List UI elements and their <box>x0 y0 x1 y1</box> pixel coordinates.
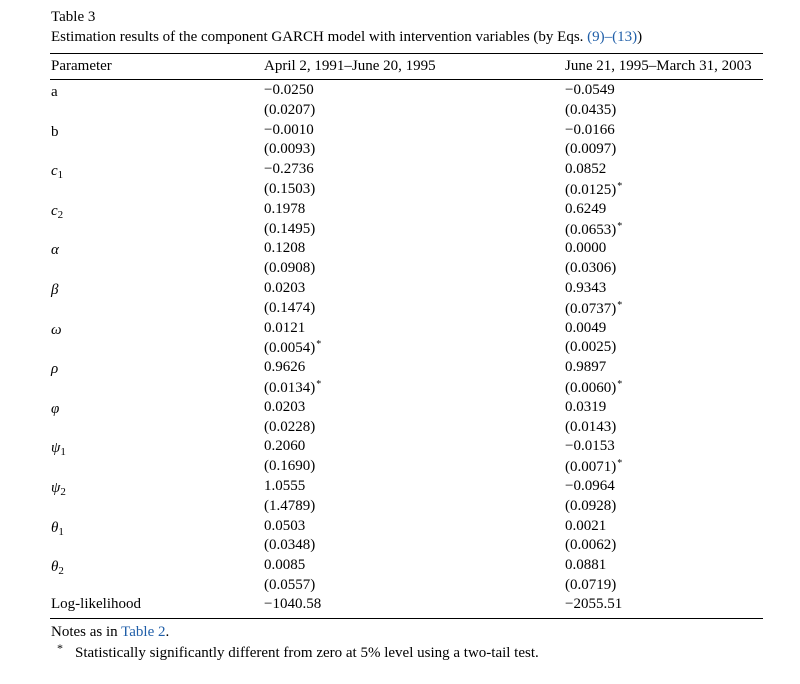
std-error-period-1: (0.0557) <box>264 577 316 593</box>
loglik-label: Log-likelihood <box>51 596 141 612</box>
caption-suffix: ) <box>637 29 643 45</box>
equation-reference-link[interactable]: (9)–(13) <box>587 29 638 45</box>
std-error-period-2: (0.0737)* <box>565 299 623 317</box>
table-label: Table 3 <box>51 9 96 25</box>
table-2-reference-link[interactable]: Table 2 <box>121 624 166 640</box>
parameter-name: b <box>51 123 59 140</box>
column-header-parameter: Parameter <box>51 58 112 74</box>
std-error-period-2: (0.0062) <box>565 537 617 554</box>
std-error-period-2: (0.0719) <box>565 577 617 593</box>
estimate-period-2: 0.9897 <box>565 359 607 376</box>
std-error-period-1: (0.0228) <box>264 418 316 435</box>
std-error-period-1: (0.0054)* <box>264 339 322 357</box>
estimate-period-1: −0.2736 <box>264 161 314 178</box>
parameter-name: β <box>51 282 59 298</box>
estimate-period-2: 0.9343 <box>565 280 607 296</box>
parameter-name: φ <box>51 400 60 417</box>
significance-star: * <box>617 299 623 311</box>
std-error-period-2: (0.0928) <box>565 497 617 514</box>
estimate-period-2: 0.0049 <box>565 319 607 336</box>
std-error-period-2: (0.0143) <box>565 418 617 435</box>
std-error-period-2: (0.0071)* <box>565 458 623 476</box>
significance-star: * <box>617 181 623 192</box>
loglik-value-period-1: −1040.58 <box>264 596 322 612</box>
estimate-period-1: 0.0203 <box>264 398 306 415</box>
std-error-period-2: (0.0306) <box>565 260 617 277</box>
estimate-period-1: 0.2060 <box>264 438 306 455</box>
estimate-period-2: −0.0549 <box>565 82 615 98</box>
table-notes <box>51 624 169 641</box>
estimate-period-2: −0.0964 <box>565 478 615 494</box>
std-error-period-2: (0.0097) <box>565 141 617 158</box>
significance-star: * <box>617 220 623 232</box>
estimate-period-1: 0.0121 <box>264 319 306 336</box>
estimate-period-1: 0.0203 <box>264 280 306 296</box>
estimate-period-2: 0.0319 <box>565 398 607 415</box>
notes-suffix: . <box>165 624 170 640</box>
std-error-period-2: (0.0653)* <box>565 220 623 238</box>
std-error-period-2: (0.0435) <box>565 101 617 118</box>
estimate-period-2: 0.0852 <box>565 161 607 178</box>
estimate-period-2: −0.0153 <box>565 438 615 455</box>
parameter-name: $c_2$ <box>51 202 64 221</box>
significance-star: * <box>316 379 322 390</box>
estimate-period-1: −0.0010 <box>264 121 314 138</box>
parameter-name: α <box>51 242 59 259</box>
column-header-period-2: June 21, 1995–March 31, 2003 <box>565 58 752 74</box>
std-error-period-1: (0.0093) <box>264 141 316 158</box>
estimate-period-1: −0.0250 <box>264 82 314 98</box>
std-error-period-1: (0.1474) <box>264 299 316 316</box>
bottom-rule <box>50 618 763 619</box>
column-header-period-1: April 2, 1991–June 20, 1995 <box>264 58 436 74</box>
estimate-period-1: 0.9626 <box>264 359 306 376</box>
std-error-period-2: (0.0125)* <box>565 181 623 198</box>
std-error-period-2: (0.0025) <box>565 339 617 356</box>
parameter-name: ρ <box>51 361 59 378</box>
caption-prefix: Estimation results of the component GARCH model with intervention variables (by Eqs. <box>51 29 584 45</box>
std-error-period-1: (0.0207) <box>264 101 316 118</box>
parameter-name: $\psi_2$ <box>51 480 66 498</box>
significance-star: * <box>617 379 623 390</box>
significance-star: * <box>316 339 322 351</box>
estimate-period-2: 0.0021 <box>565 517 607 534</box>
std-error-period-1: (0.0908) <box>264 260 316 277</box>
std-error-period-1: (0.1690) <box>264 458 316 475</box>
estimate-period-2: 0.0881 <box>565 557 607 574</box>
std-error-period-1: (0.1503) <box>264 181 316 197</box>
std-error-period-1: (1.4789) <box>264 497 316 514</box>
estimate-period-1: 1.0555 <box>264 478 306 494</box>
estimate-period-1: 0.0085 <box>264 557 306 574</box>
estimate-period-1: 0.0503 <box>264 517 306 534</box>
estimate-period-2: 0.6249 <box>565 200 607 217</box>
parameter-name: $c_1$ <box>51 163 64 182</box>
notes-prefix: Notes as in <box>51 624 118 640</box>
estimate-period-1: 0.1208 <box>264 240 306 257</box>
footnote-star: * <box>57 641 63 655</box>
parameter-name: $\theta_2$ <box>51 559 64 578</box>
parameter-name: a <box>51 84 58 100</box>
estimate-period-1: 0.1978 <box>264 200 306 217</box>
footnote-text: Statistically significantly different from zero at 5% level using a two-tail test. <box>75 645 539 661</box>
table-caption <box>51 29 642 46</box>
std-error-period-2: (0.0060)* <box>565 379 623 396</box>
top-rule <box>50 53 763 54</box>
parameter-name: $\theta_1$ <box>51 519 64 538</box>
header-rule <box>50 79 763 80</box>
parameter-name: ω <box>51 321 62 338</box>
std-error-period-1: (0.0348) <box>264 537 316 554</box>
estimate-period-2: −0.0166 <box>565 121 615 138</box>
std-error-period-1: (0.0134)* <box>264 379 322 396</box>
estimate-period-2: 0.0000 <box>565 240 607 257</box>
parameter-name: $\psi_1$ <box>51 440 66 459</box>
std-error-period-1: (0.1495) <box>264 220 316 237</box>
loglik-value-period-2: −2055.51 <box>565 596 623 612</box>
significance-star: * <box>617 458 623 470</box>
